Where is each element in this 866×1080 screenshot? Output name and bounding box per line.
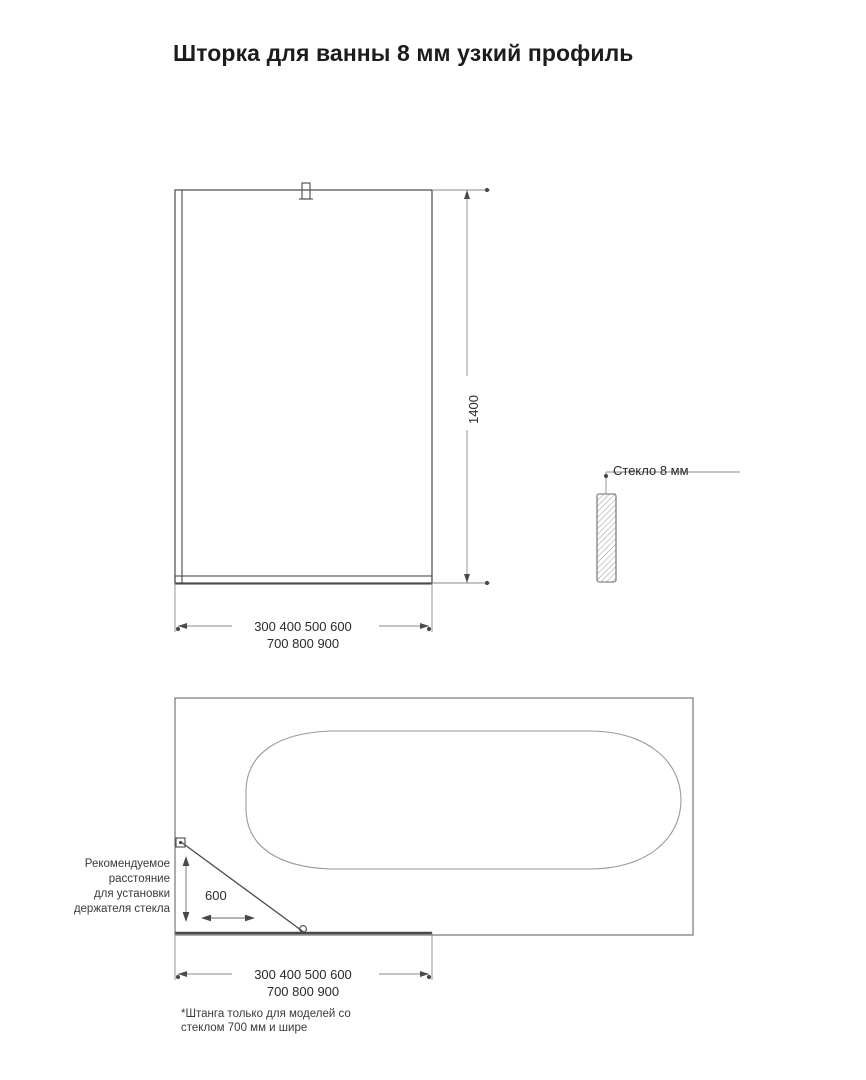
bar-length-dimension: [201, 915, 255, 922]
footnote-line2: стеклом 700 мм и шире: [181, 1022, 308, 1034]
topview-width-label-line1: 300 400 500 600: [254, 967, 352, 982]
glass-thickness-label: Стекло 8 мм: [613, 463, 689, 478]
footnote-line1: *Штанга только для моделей со: [181, 1008, 351, 1020]
height-label: 1400: [466, 395, 481, 424]
recommended-distance-note-line1: Рекомендуемое: [84, 858, 170, 870]
page-title: Шторка для ванны 8 мм узкий профиль: [173, 40, 634, 66]
height-dimension: [432, 188, 490, 585]
recommended-distance-note-line4: держателя стекла: [73, 903, 170, 915]
front-view-group: [175, 183, 432, 584]
topview-width-label-line2: 700 800 900: [266, 984, 340, 999]
recommended-distance-dimension: [183, 856, 190, 922]
glass-thickness-detail: [597, 472, 740, 582]
top-view-group: [175, 698, 693, 935]
front-width-label-line1: 300 400 500 600: [254, 619, 352, 634]
recommended-distance-note-line2: расстояние: [108, 873, 170, 885]
bar-length-label: 600: [205, 888, 227, 903]
front-width-label-line2: 700 800 900: [266, 636, 340, 651]
recommended-distance-note-line3: для установки: [93, 888, 170, 900]
